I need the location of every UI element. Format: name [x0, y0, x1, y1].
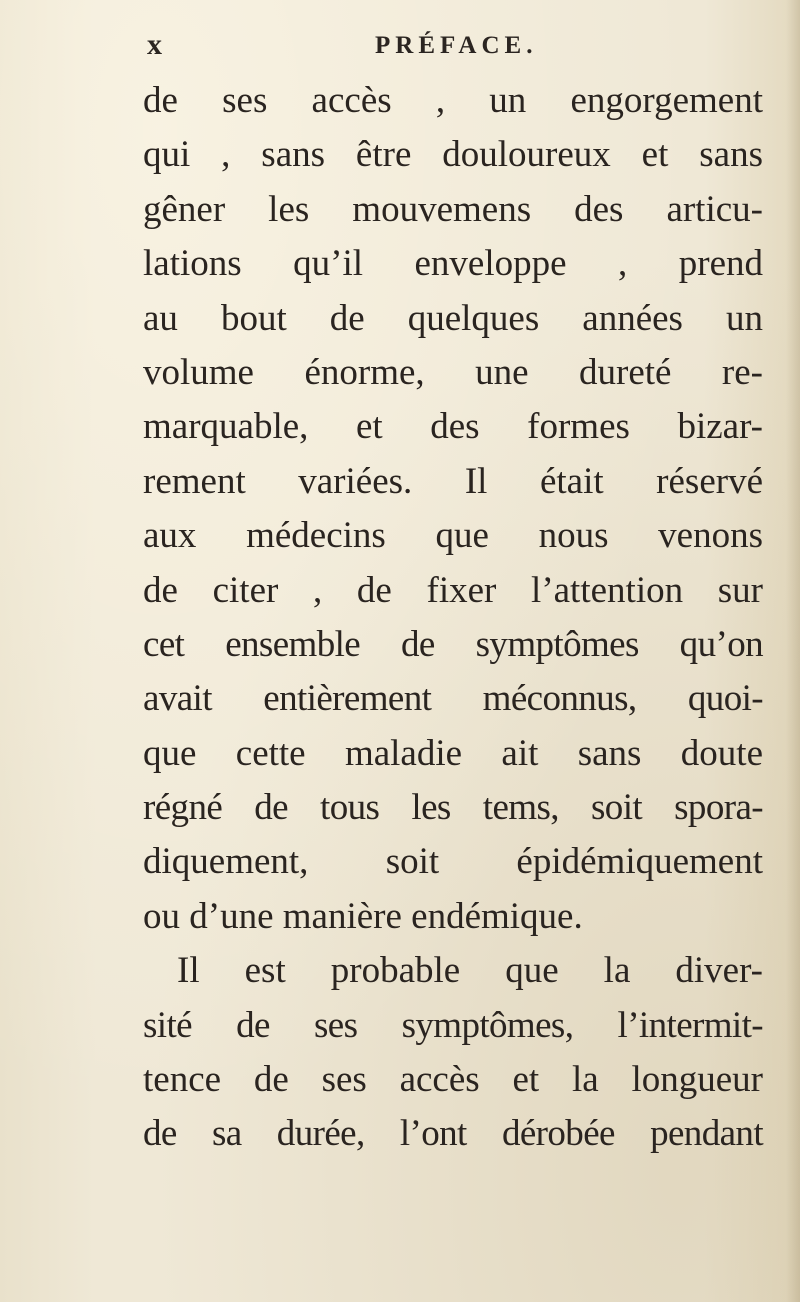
text-line: de sa durée, l’ont dérobée pendant — [143, 1113, 763, 1155]
page-number: x — [147, 28, 163, 61]
text-line: que cette maladie ait sans doute — [143, 732, 763, 774]
text-line: au bout de quelques années un — [143, 297, 763, 339]
text-line: cet ensemble de symptômes qu’on — [143, 623, 763, 665]
text-line: gêner les mouvemens des articu- — [143, 188, 763, 230]
text-line: régné de tous les tems, soit spora- — [143, 787, 763, 829]
text-line: diquement, soit épidémiquement — [143, 841, 763, 883]
text-line: de citer , de fixer l’attention sur — [143, 569, 763, 611]
text-line: avait entièrement méconnus, quoi- — [143, 678, 763, 720]
running-title: PRÉFACE. — [375, 32, 538, 59]
text-line: aux médecins que nous venons — [143, 515, 763, 557]
text-line: ou d’une manière endémique. — [143, 895, 583, 937]
text-line: tence de ses accès et la longueur — [143, 1059, 763, 1101]
text-line: qui , sans être douloureux et sans — [143, 134, 763, 176]
text-line: de ses accès , un engorgement — [143, 80, 763, 121]
text-line: marquable, et des formes bizar- — [143, 406, 763, 448]
running-head — [147, 28, 747, 64]
body-text — [143, 74, 763, 1162]
text-line: sité de ses symptômes, l’intermit- — [143, 1004, 763, 1046]
text-line: Il est probable que la diver- — [177, 950, 763, 992]
text-line: lations qu’il enveloppe , prend — [143, 243, 763, 285]
page-edge-shadow — [786, 0, 800, 1302]
text-line: rement variées. Il était réservé — [143, 460, 763, 502]
text-line: volume énorme, une dureté re- — [143, 351, 763, 393]
